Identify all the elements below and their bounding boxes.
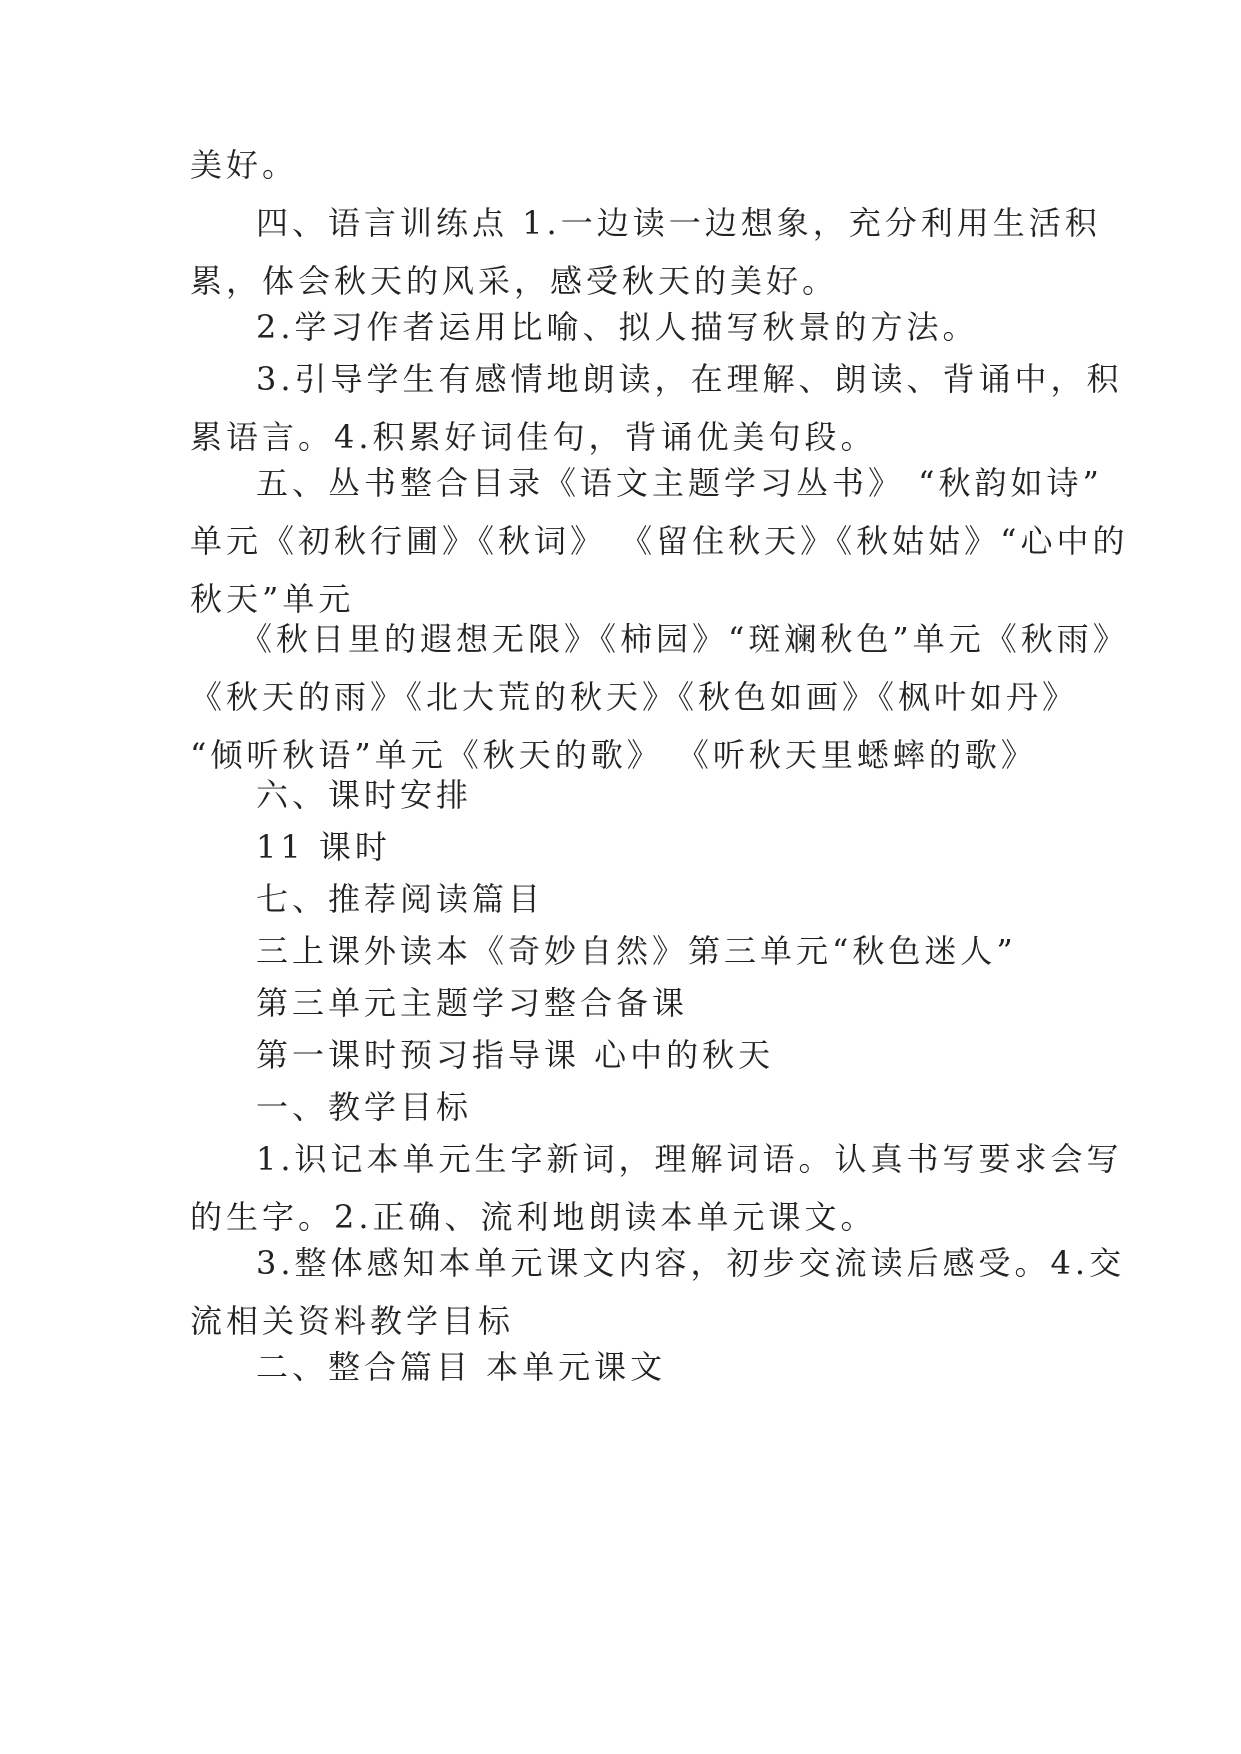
text-line: 3.整体感知本单元课文内容，初步交流读后感受。4.交 [256, 1244, 1126, 1282]
paragraph-hours [190, 818, 1050, 876]
text-line: 美好。 [190, 146, 299, 184]
text-line: 2.学习作者运用比喻、拟人描写秋景的方法。 [256, 308, 979, 346]
text-line: 11 课时 [256, 828, 391, 866]
heading-first-lesson [190, 1026, 1050, 1084]
text-line: 1.识记本单元生字新词，理解词语。认真书写要求会写 [256, 1140, 1123, 1178]
text-line: 二、整合篇目 本单元课文 [256, 1348, 667, 1386]
text-line: 3.引导学生有感情地朗读，在理解、朗读、背诵中，积 [256, 360, 1123, 398]
text-line: “倾听秋语”单元《秋天的歌》 《听秋天里蟋蟀的歌》 [190, 736, 1037, 774]
paragraph-book-catalog [190, 454, 1129, 628]
paragraph-point-3 [190, 350, 1123, 466]
paragraph-language-points [190, 194, 1101, 310]
text-line: 秋天”单元 [190, 580, 355, 618]
heading-teaching-goals [190, 1078, 1050, 1136]
text-line: 三上课外读本《奇妙自然》第三单元“秋色迷人” [256, 932, 1017, 970]
heading-schedule [190, 766, 1050, 824]
text-line: 六、课时安排 [256, 776, 473, 814]
text-line: 七、推荐阅读篇目 [256, 880, 545, 918]
paragraph-book-catalog-cont [190, 610, 1129, 784]
text-line: 流相关资料教学目标 [190, 1302, 515, 1340]
paragraph-goal-3 [190, 1234, 1126, 1350]
text-line: 《秋日里的遐想无限》《柿园》“斑斓秋色”单元《秋雨》 [240, 620, 1129, 658]
text-line: 《秋天的雨》《北大荒的秋天》《秋色如画》《枫叶如丹》 [190, 678, 1079, 716]
paragraph-goal-1 [190, 1130, 1123, 1246]
text-line: 一、教学目标 [256, 1088, 473, 1126]
text-line: 的生字。2.正确、流利地朗读本单元课文。 [190, 1198, 877, 1236]
text-line: 累语言。4.积累好词佳句，背诵优美句段。 [190, 418, 877, 456]
text-line: 四、语言训练点 1.一边读一边想象，充分利用生活积 [256, 204, 1101, 242]
heading-recommended-reading [190, 870, 1050, 928]
text-line: 第三单元主题学习整合备课 [256, 984, 689, 1022]
heading-unit-prep [190, 974, 1050, 1032]
paragraph-continuation [190, 136, 1050, 194]
heading-integrated-texts [190, 1338, 1050, 1396]
text-line: 单元《初秋行圃》《秋词》 《留住秋天》《秋姑姑》“心中的 [190, 522, 1129, 560]
paragraph-reading-list [190, 922, 1050, 980]
text-line: 第一课时预习指导课 心中的秋天 [256, 1036, 775, 1074]
text-line: 五、丛书整合目录《语文主题学习丛书》 “秋韵如诗” [256, 464, 1103, 502]
text-line: 累，体会秋天的风采，感受秋天的美好。 [190, 262, 839, 300]
paragraph-point-2 [190, 298, 1050, 356]
